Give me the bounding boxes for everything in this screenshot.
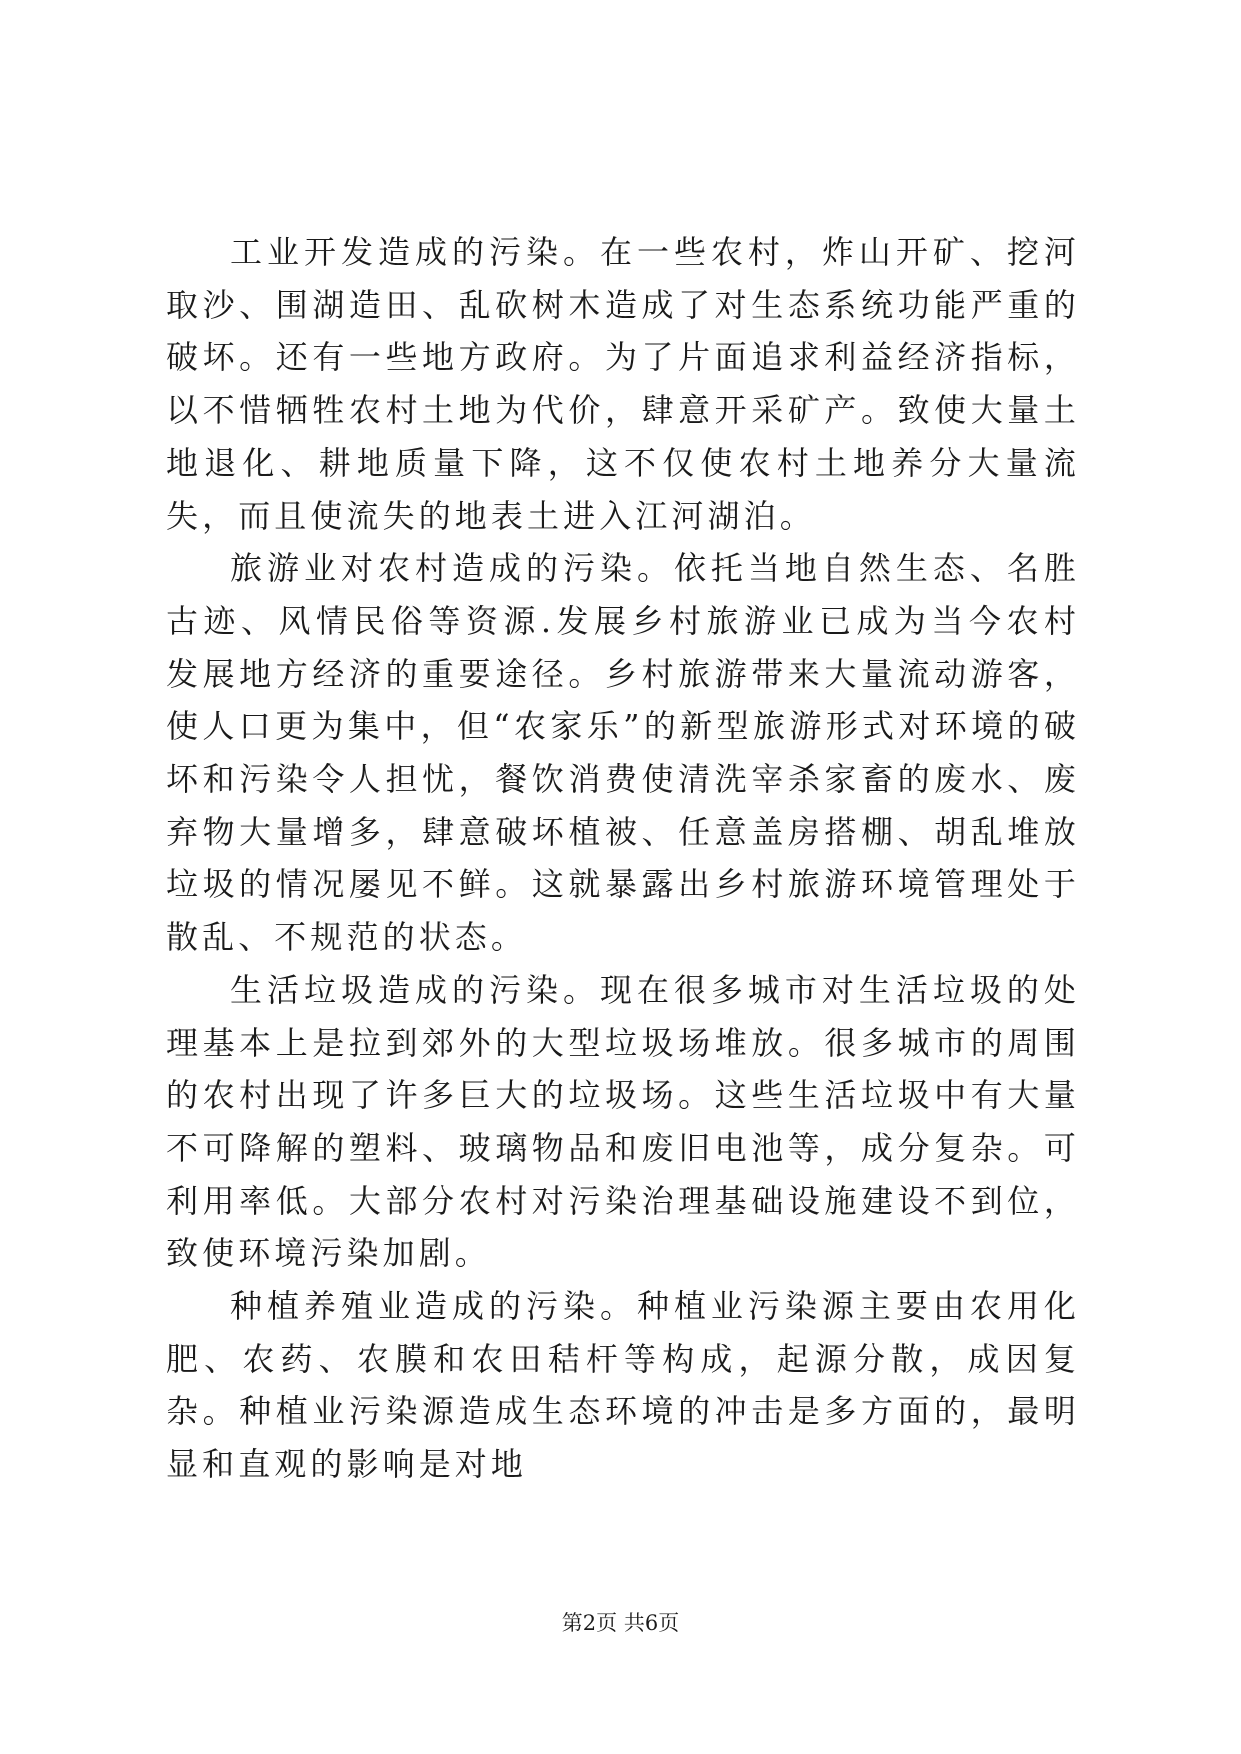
document-body — [166, 226, 1080, 1491]
paragraph-household-waste-pollution: 生活垃圾造成的污染。现在很多城市对生活垃圾的处理基本上是拉到郊外的大型垃圾场堆放。很多城市的周围的农村出现了许多巨大的垃圾场。这些生活垃圾中有大量不可降解的塑料、玻璃物品和废旧电池等，成分复杂。可利用率低。大部分农村对污染治理基础设施建设不到位，致使环境污染加剧。 — [166, 970, 1080, 1273]
paragraph-industrial-pollution: 工业开发造成的污染。在一些农村，炸山开矿、挖河取沙、围湖造田、乱砍树木造成了对生态系统功能严重的破坏。还有一些地方政府。为了片面追求利益经济指标，以不惜牺牲农村土地为代价，肆意开采矿产。致使大量土地退化、耕地质量下降，这不仅使农村土地养分大量流失，而且使流失的地表土进入江河湖泊。 — [166, 233, 1080, 535]
page-number-footer: 第2页 共6页 — [561, 1611, 680, 1635]
paragraph-farming-pollution: 种植养殖业造成的污染。种植业污染源主要由农用化肥、农药、农膜和农田秸杆等构成，起源分散，成因复杂。种植业污染源造成生态环境的冲击是多方面的，最明显和直观的影响是对地 — [166, 1287, 1080, 1484]
paragraph-tourism-pollution: 旅游业对农村造成的污染。依托当地自然生态、名胜古迹、风情民俗等资源.发展乡村旅游业已成为当今农村发展地方经济的重要途径。乡村旅游带来大量流动游客，使人口更为集中，但“农家乐”的新型旅游形式对环境的破坏和污染令人担忧，餐饮消费使清洗宰杀家畜的废水、废弃物大量增多，肆意破坏植被、任意盖房搭棚、胡乱堆放垃圾的情况屡见不鲜。这就暴露出乡村旅游环境管理处于散乱、不规范的状态。 — [166, 549, 1080, 957]
